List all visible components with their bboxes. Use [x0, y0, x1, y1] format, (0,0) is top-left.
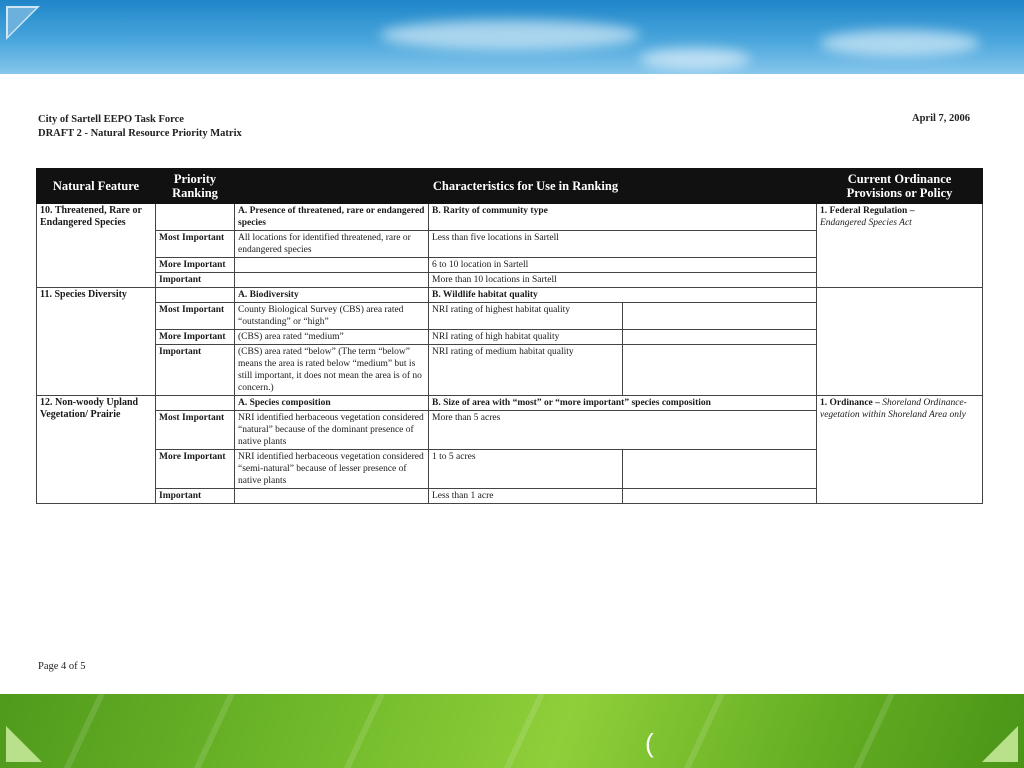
prev-slide-triangle-icon[interactable]: [6, 726, 42, 762]
feature-11-name: 11. Species Diversity: [37, 288, 156, 396]
f10-cell-a: All locations for identified threatened, rare or endangered species: [235, 231, 429, 258]
f12-ordinance-body: Shoreland Ordinance- vegetation within Shoreland Area only: [820, 398, 967, 420]
f10-col-b-heading: B. Rarity of community type: [429, 204, 817, 231]
priority-matrix-table: [36, 168, 983, 504]
f11-cell-c: [623, 303, 817, 330]
table-row: [37, 396, 983, 411]
f12-col-a-heading: A. Species composition: [235, 396, 429, 411]
f11-cell-a: County Biological Survey (CBS) area rated “outstanding” or “high”: [235, 303, 429, 330]
f12-cell-b: Less than 1 acre: [429, 489, 623, 504]
rank-label: Most Important: [156, 303, 235, 330]
rank-label: More Important: [156, 258, 235, 273]
bottom-banner: [0, 694, 1024, 768]
f10-cell-b: Less than five locations in Sartell: [429, 231, 817, 258]
f10-ordinance-head: 1. Federal Regulation –: [820, 206, 915, 216]
rank-empty: [156, 396, 235, 411]
table-row: [37, 288, 983, 303]
org-line: City of Sartell EEPO Task Force: [38, 114, 184, 125]
rank-label: Most Important: [156, 411, 235, 450]
feature-10-name: 10. Threatened, Rare or Endangered Species: [37, 204, 156, 288]
rank-label: Important: [156, 489, 235, 504]
rank-empty: [156, 204, 235, 231]
feature-12-name: 12. Non-woody Upland Vegetation/ Prairie: [37, 396, 156, 504]
f11-col-a-heading: A. Biodiversity: [235, 288, 429, 303]
table-header-row: [37, 169, 983, 204]
f10-ordinance-body: Endangered Species Act: [820, 218, 912, 228]
title-line: DRAFT 2 - Natural Resource Priority Matrix: [38, 128, 242, 139]
f11-ordinance-cell: [817, 288, 983, 396]
rank-label: More Important: [156, 450, 235, 489]
f11-col-b-heading: B. Wildlife habitat quality: [429, 288, 817, 303]
f12-cell-a: NRI identified herbaceous vegetation considered “semi-natural” because of lesser presence of native plants: [235, 450, 429, 489]
f12-ordinance-head: 1. Ordinance –: [820, 398, 880, 408]
rank-label: More Important: [156, 330, 235, 345]
f12-col-b-heading: B. Size of area with “most” or “more important” species composition: [429, 396, 817, 411]
rank-label: Important: [156, 273, 235, 288]
f11-cell-a: (CBS) area rated “medium”: [235, 330, 429, 345]
rank-empty: [156, 288, 235, 303]
top-banner: [0, 0, 1024, 74]
document-header: [38, 113, 242, 141]
next-slide-triangle-icon[interactable]: [982, 726, 1018, 762]
f10-cell-b: More than 10 locations in Sartell: [429, 273, 817, 288]
f10-col-a-heading: A. Presence of threatened, rare or endangered species: [235, 204, 429, 231]
f11-cell-b: NRI rating of medium habitat quality: [429, 345, 623, 396]
page-number: Page 4 of 5: [38, 661, 86, 672]
f11-cell-a: (CBS) area rated “below” (The term “below” means the area is rated below “medium” but is still important, it does not mean the area is of no concern.): [235, 345, 429, 396]
f11-cell-b: NRI rating of highest habitat quality: [429, 303, 623, 330]
f10-cell-a: [235, 258, 429, 273]
header-ranking: Priority Ranking: [156, 169, 235, 204]
rank-label: Important: [156, 345, 235, 396]
f10-ordinance-cell: [817, 204, 983, 288]
f11-cell-b: NRI rating of high habitat quality: [429, 330, 623, 345]
header-feature: Natural Feature: [37, 169, 156, 204]
f12-cell-c: [623, 489, 817, 504]
header-ordinance: Current Ordinance Provisions or Policy: [817, 169, 983, 204]
document-date: April 7, 2006: [912, 113, 971, 124]
corner-triangle-icon: [6, 6, 40, 40]
table-row: [37, 204, 983, 231]
f11-cell-c: [623, 330, 817, 345]
f12-cell-b: More than 5 acres: [429, 411, 817, 450]
f10-cell-a: [235, 273, 429, 288]
f12-cell-b: 1 to 5 acres: [429, 450, 623, 489]
header-characteristics: Characteristics for Use in Ranking: [235, 169, 817, 204]
f10-cell-b: 6 to 10 location in Sartell: [429, 258, 817, 273]
f11-cell-c: [623, 345, 817, 396]
f12-ordinance-cell: [817, 396, 983, 504]
paren-glyph: (: [645, 728, 654, 758]
f12-cell-a: [235, 489, 429, 504]
f12-cell-c: [623, 450, 817, 489]
rank-label: Most Important: [156, 231, 235, 258]
f12-cell-a: NRI identified herbaceous vegetation considered “natural” because of the dominant presence of native plants: [235, 411, 429, 450]
